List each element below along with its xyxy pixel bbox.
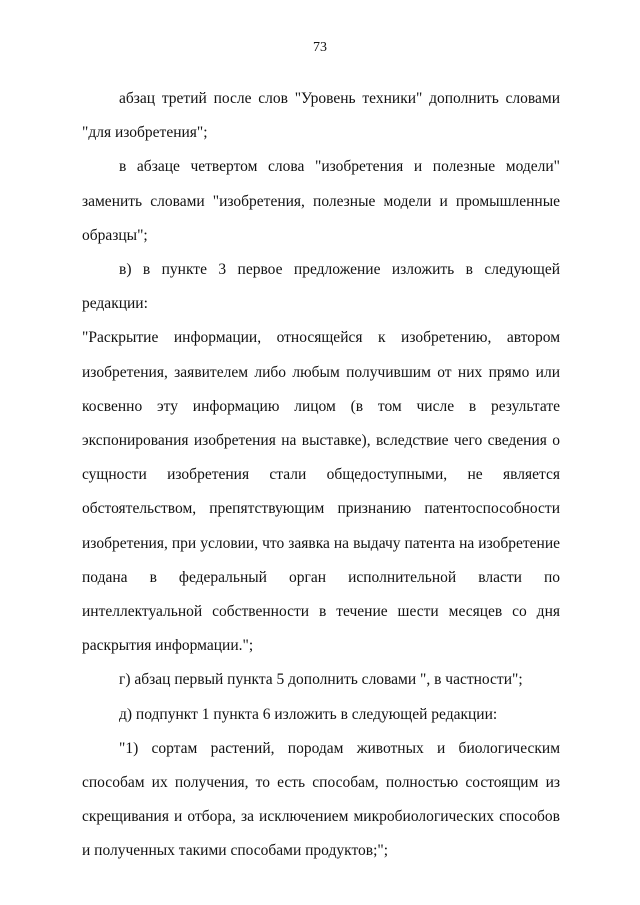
paragraph-abzac-chetvertyy: в абзаце четвертом слова "изобретения и полезные модели" заменить словами "изобретения, полезные модели и промышленные образцы"; [82, 158, 560, 244]
document-body [82, 82, 560, 869]
paragraph-quoted-rule: "Раскрытие информации, относящейся к изобретению, автором изобретения, заявителем либо любым получившим от них прямо или косвенно эту информацию лицом (в том числе в результате экспонирования изобретения на выставке), вследствие чего сведения о сущности изобретения стали общедоступными, не является обстоятельством, препятствующим признанию патентоспособности изобретения, при условии, что заявка на выдачу патента на изобретение подана в федеральный орган исполнительной власти по интеллектуальной собственности в течение шести месяцев со дня раскрытия информации."; [82, 329, 560, 655]
paragraph-subitem-1: "1) сортам растений, породам животных и биологическим способам их получения, то есть способам, полностью состоящим из скрещивания и отбора, за исключением микробиологических способов и полученных такими способами продуктов;"; [82, 739, 560, 860]
page-number: 73 [313, 40, 327, 55]
paragraph-abzac-tretiy: абзац третий после слов "Уровень техники" дополнить словами "для изобретения"; [82, 90, 560, 142]
paragraph-item-d: д) подпункт 1 пункта 6 изложить в следующей редакции: [119, 705, 498, 723]
paragraph-item-v: в) в пункте 3 первое предложение изложить в следующей редакции: [82, 261, 560, 313]
paragraph-item-g: г) абзац первый пункта 5 дополнить словами ", в частности"; [119, 671, 523, 689]
